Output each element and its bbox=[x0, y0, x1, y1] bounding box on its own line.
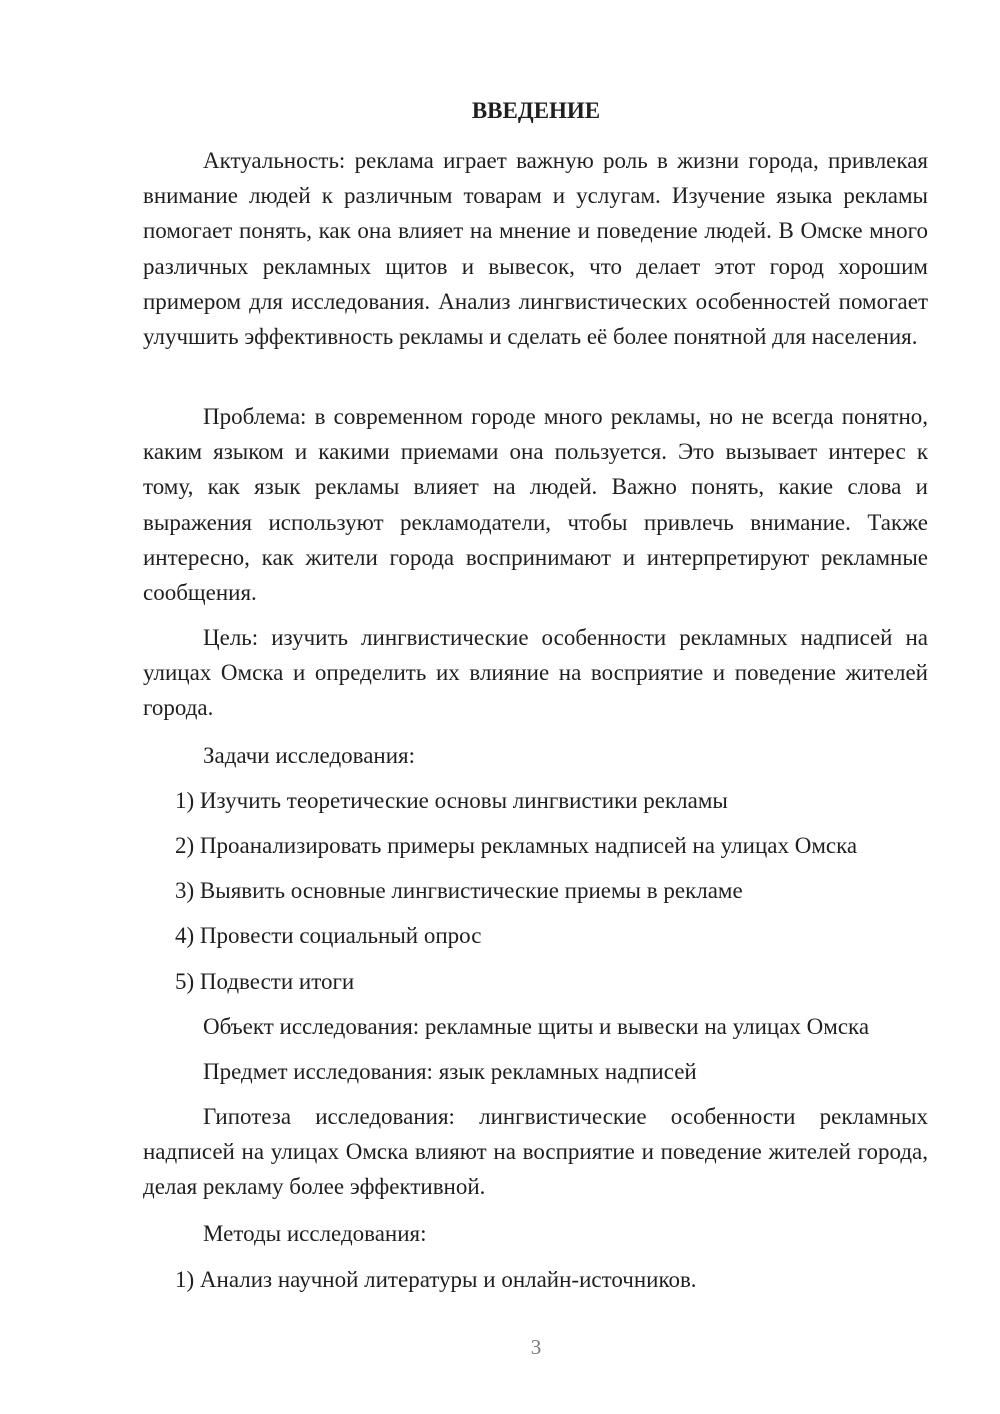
tasks-heading: Задачи исследования: bbox=[203, 743, 416, 768]
page-number: 3 bbox=[530, 1335, 542, 1359]
research-subject: Предмет исследования: язык рекламных надписей bbox=[203, 1059, 697, 1084]
task-item-1: 1) Изучить теоретические основы лингвистики рекламы bbox=[175, 788, 728, 813]
section-title: ВВЕДЕНИЕ bbox=[471, 98, 601, 123]
task-item-3: 3) Выявить основные лингвистические приемы в рекламе bbox=[175, 878, 743, 903]
paragraph-problem: Проблема: в современном городе много рекламы, но не всегда понятно, каким языком и какими приемами она пользуется. Это вызывает интерес к тому, как язык рекламы влияет на людей. Важно понять, какие слова и выражения используют рекламодатели, чтобы привлечь внимание. Также интересно, как жители города воспринимают и интерпретируют рекламные сообщения. bbox=[143, 404, 928, 606]
research-object: Объект исследования: рекламные щиты и вывески на улицах Омска bbox=[203, 1014, 870, 1039]
task-item-2: 2) Проанализировать примеры рекламных надписей на улицах Омска bbox=[175, 833, 858, 858]
task-item-5: 5) Подвести итоги bbox=[175, 969, 355, 994]
paragraph-relevance: Актуальность: реклама играет важную роль в жизни города, привлекая внимание людей к различным товарам и услугам. Изучение языка рекламы помогает понять, как она влияет на мнение и поведение людей. В Омске много различных рекламных щитов и вывесок, что делает этот город хорошим примером для исследования. Анализ лингвистических особенностей помогает улучшить эффективность рекламы и сделать её более понятной для населения. bbox=[143, 148, 928, 350]
methods-heading: Методы исследования: bbox=[203, 1221, 427, 1246]
method-item-1: 1) Анализ научной литературы и онлайн-источников. bbox=[175, 1267, 697, 1292]
paragraph-goal: Цель: изучить лингвистические особенности рекламных надписей на улицах Омска и определить их влияние на восприятие и поведение жителей города. bbox=[143, 625, 928, 721]
task-item-4: 4) Провести социальный опрос bbox=[175, 923, 482, 948]
paragraph-hypothesis: Гипотеза исследования: лингвистические особенности рекламных надписей на улицах Омска влияют на восприятие и поведение жителей города, делая рекламу более эффективной. bbox=[143, 1104, 928, 1200]
